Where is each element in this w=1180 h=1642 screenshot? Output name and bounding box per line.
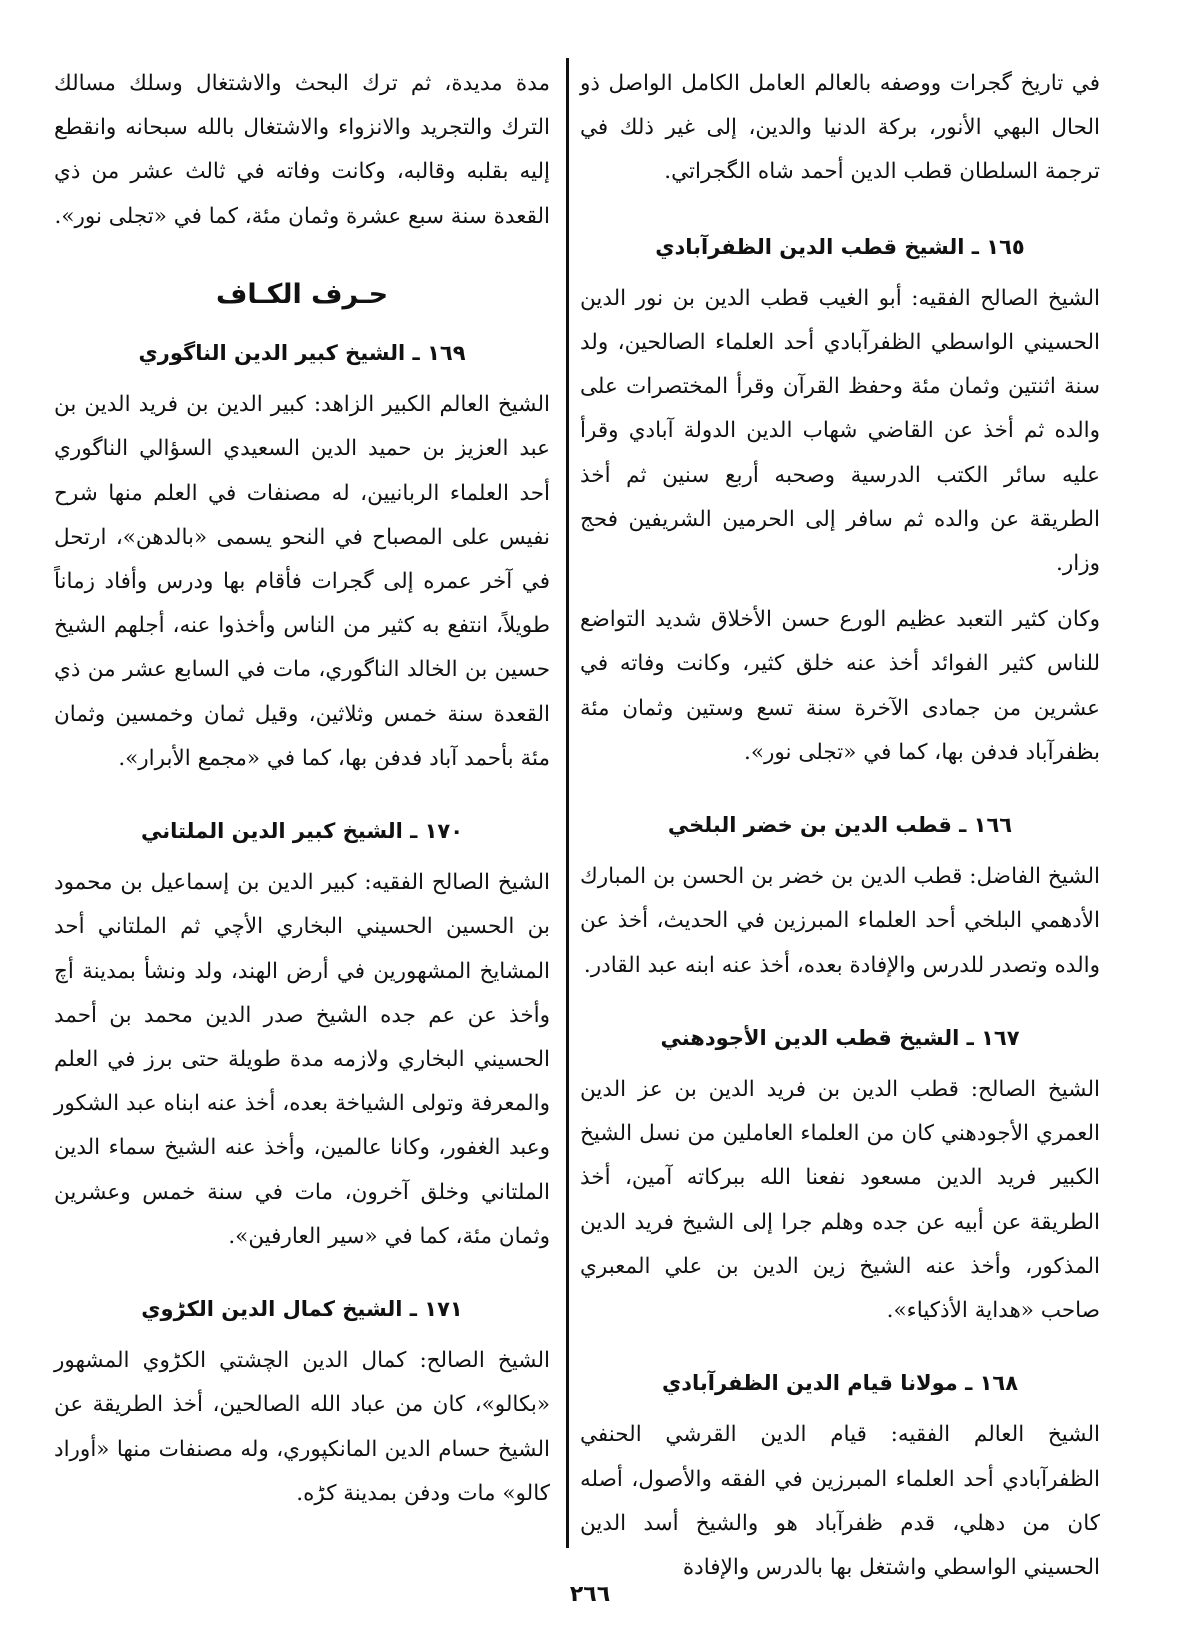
- entry-169-title: ١٦٩ ـ الشيخ كبير الدين الناگوري: [138, 341, 466, 366]
- left-column: [54, 62, 550, 1582]
- continuation-paragraph: مدة مديدة، ثم ترك البحث والاشتغال وسلك مسالك الترك والتجريد والانزواء والاشتغال بالله سبحانه وانقطع إليه بقلبه وقالبه، وكانت وفاته في ثالث عشر من ذي القعدة سنة سبع عشرة وثمان مئة، كما في «تجلى نور».: [54, 71, 550, 229]
- entry-171-title: ١٧١ ـ الشيخ كمال الدين الكڑوي: [141, 1297, 463, 1322]
- entry-171-paragraph-1: الشيخ الصالح: كمال الدين الچشتي الكڑوي المشهور «بكالو»، كان من عباد الله الصالحين، أخذ الطريقة عن الشيخ حسام الدين المانكپوري، وله مصنفات منها «أوراد كالو» مات ودفن بمدينة كڑه.: [54, 1348, 550, 1506]
- entry-167-title: ١٦٧ ـ الشيخ قطب الدين الأجودهني: [660, 1025, 1020, 1050]
- column-divider: [566, 58, 569, 1548]
- continuation-paragraph: في تاريخ گجرات ووصفه بالعالم العامل الكامل الواصل ذو الحال البهي الأنور، بركة الدنيا والدين، إلى غير ذلك في ترجمة السلطان قطب الدين أحمد شاه الگجراتي.: [580, 71, 1100, 185]
- entry-169-paragraph-1: الشيخ العالم الكبير الزاهد: كبير الدين بن فريد الدين بن عبد العزيز بن حميد الدين السعيدي السؤالي الناگوري أحد العلماء الربانيين، له مصنفات في العلم منها شرح نفيس على المصباح في النحو يسمى «بالدهن»، ارتحل في آخر عمره إلى گجرات فأقام بها ودرس وأفاد زماناً طويلاً، انتفع به كثير من الناس وأخذوا عنه، أجلهم الشيخ حسين بن الخالد الناگوري، مات في السابع عشر من ذي القعدة سنة خمس وثلاثين، وقيل ثمان وخمسين وثمان مئة بأحمد آباد فدفن بها، كما في «مجمع الأبرار».: [54, 392, 550, 771]
- entry-165-paragraph-1: الشيخ الصالح الفقيه: أبو الغيب قطب الدين بن نور الدين الحسيني الواسطي الظفرآبادي أحد العلماء الصالحين، ولد سنة اثنتين وثمان مئة وحفظ القرآن وقرأ المختصرات على والده ثم أخذ عن القاضي شهاب الدين الدولة آبادي وقرأ عليه سائر الكتب الدرسية وصحبه أربع سنين ثم أخذ الطريقة عن والده ثم سافر إلى الحرمين الشريفين فحج وزار.: [580, 285, 1100, 577]
- entry-165-paragraph-2: وكان كثير التعبد عظيم الورع حسن الأخلاق شديد التواضع للناس كثير الفوائد أخذ عنه خلق كثير، وكانت وفاته في عشرين من جمادى الآخرة سنة تسع وستين وثمان مئة بظفرآباد فدفن بها، كما في «تجلى نور».: [580, 607, 1100, 765]
- entry-168-paragraph-1: الشيخ العالم الفقيه: قيام الدين القرشي الحنفي الظفرآبادي أحد العلماء المبرزين في الفقه والأصول، أصله كان من دهلي، قدم ظفرآباد هو والشيخ أسد الدين الحسيني الواسطي واشتغل بها بالدرس والإفادة: [580, 1422, 1100, 1581]
- entry-165-title: ١٦٥ ـ الشيخ قطب الدين الظفرآبادي: [655, 234, 1025, 259]
- entry-170-title: ١٧٠ ـ الشيخ كبير الدين الملتاني: [140, 819, 464, 844]
- page-number: ٢٦٦: [569, 1582, 611, 1607]
- right-column: [580, 62, 1100, 1582]
- entry-167-paragraph-1: الشيخ الصالح: قطب الدين بن فريد الدين بن عز الدين العمري الأجودهني كان من العلماء العاملين من نسل الشيخ الكبير فريد الدين مسعود نفعنا الله ببركاته آمين، أخذ الطريقة عن أبيه عن جده وهلم جرا إلى الشيخ فريد الدين المذكور، وأخذ عنه الشيخ زين الدين بن علي المعبري صاحب «هداية الأذكياء».: [580, 1077, 1100, 1324]
- section-title: حـرف الكـاف: [215, 278, 389, 310]
- entry-170-paragraph-1: الشيخ الصالح الفقيه: كبير الدين بن إسماعيل بن محمود بن الحسين الحسيني البخاري الأچي ثم الملتاني أحد المشايخ المشهورين في أرض الهند، ولد ونشأ بمدينة أچ وأخذ عن عم جده الشيخ صدر الدين محمد بن أحمد الحسيني البخاري ولازمه مدة طويلة حتى برز في العلم والمعرفة وتولى الشياخة بعده، أخذ عنه ابناه عبد الشكور وعبد الغفور، وكانا عالمين، وأخذ عنه الشيخ سماء الدين الملتاني وخلق آخرون، مات في سنة خمس وعشرين وثمان مئة، كما في «سير العارفين».: [54, 870, 550, 1249]
- entry-166-title: ١٦٦ ـ قطب الدين بن خضر البلخي: [667, 813, 1013, 838]
- entry-168-title: ١٦٨ ـ مولانا قيام الدين الظفرآبادي: [661, 1371, 1019, 1396]
- entry-166-paragraph-1: الشيخ الفاضل: قطب الدين بن خضر بن الحسن بن المبارك الأدهمي البلخي أحد العلماء المبرزين في الحديث، أخذ عن والده وتصدر للدرس والإفادة بعده، أخذ عنه ابنه عبد القادر.: [580, 864, 1100, 978]
